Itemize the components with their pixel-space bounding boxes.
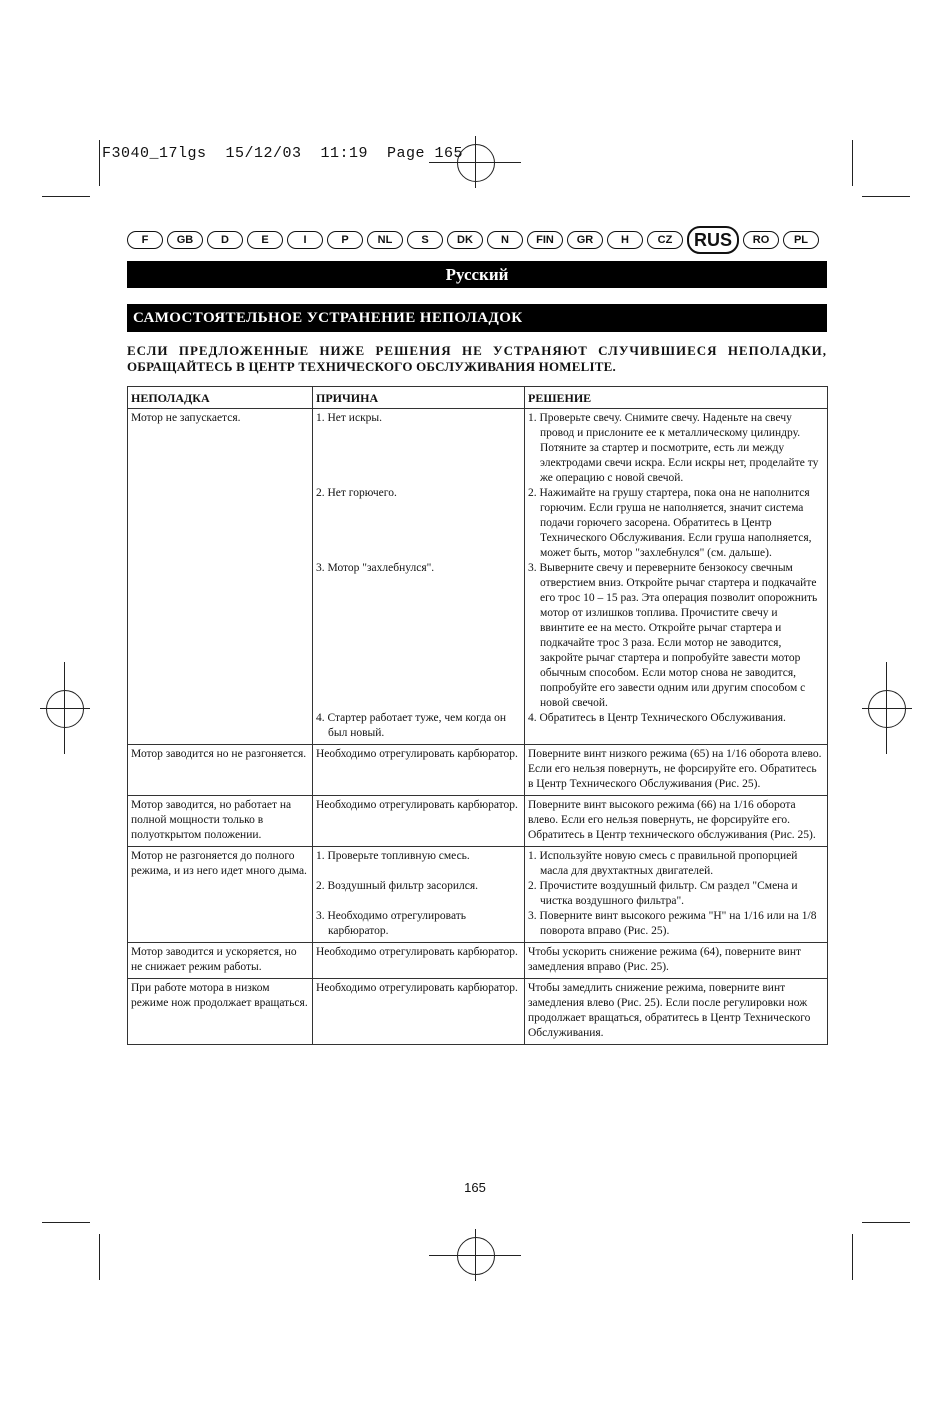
cause-item: 1. Проверьте топливную смесь. (316, 850, 470, 862)
table-row (128, 745, 828, 796)
language-tab-f[interactable]: F (127, 231, 163, 249)
cause-cell (313, 745, 525, 796)
cause-item: Необходимо отрегулировать карбюратор. (316, 748, 518, 760)
cause-item: Необходимо отрегулировать карбюратор. (316, 946, 518, 958)
table-row (128, 979, 828, 1045)
problem-cell: Мотор не запускается. (128, 409, 313, 745)
solution-item: 1. Проверьте свечу. Снимите свечу. Наденьте на свечу провод и прислоните ее к металлическому цилиндру. Потяните за стартер и посмотрите, есть ли между электродами свечи искра. Если искры нет, проделайте ту же операцию с новой свечой. (528, 412, 819, 484)
language-tabs (127, 226, 827, 254)
cause-item: 4. Стартер работает туже, чем когда он был новый. (316, 712, 507, 739)
crop-mark (862, 196, 910, 197)
crop-mark (99, 1234, 100, 1280)
cause-item: 3. Необходимо отрегулировать карбюратор. (316, 910, 467, 937)
language-tab-pl[interactable]: PL (783, 231, 819, 249)
registration-mark-icon (868, 690, 906, 728)
language-tab-gr[interactable]: GR (567, 231, 603, 249)
cause-cell (313, 409, 525, 745)
intro-notice (127, 343, 827, 375)
crop-mark (852, 140, 853, 186)
problem-cell: Мотор заводится но не разгоняется. (128, 745, 313, 796)
problem-cell: При работе мотора в низком режиме нож продолжает вращаться. (128, 979, 313, 1045)
registration-mark-icon (64, 662, 65, 754)
solution-item: Поверните винт низкого режима (65) на 1/16 оборота влево. Если его нельзя повернуть, не форсируйте его. Обратитесь в Центр Технического Обслуживания (Рис. 25). (528, 748, 822, 790)
language-tab-e[interactable]: E (247, 231, 283, 249)
crop-mark (42, 1222, 90, 1223)
language-tab-d[interactable]: D (207, 231, 243, 249)
cause-cell (313, 979, 525, 1045)
registration-mark-icon (862, 708, 912, 709)
solution-cell (525, 943, 828, 979)
problem-cell: Мотор не разгоняется до полного режима, и из него идет много дыма. (128, 847, 313, 943)
language-title: Русский (127, 261, 827, 288)
intro-line-2: ОБРАЩАЙТЕСЬ В ЦЕНТР ТЕХНИЧЕСКОГО ОБСЛУЖИВАНИЯ HOMELITE. (127, 359, 616, 374)
problem-cell: Мотор заводится, но работает на полной мощности только в полуоткрытом положении. (128, 796, 313, 847)
language-tab-rus[interactable]: RUS (687, 226, 739, 254)
cause-item: 2. Воздушный фильтр засорился. (316, 880, 478, 892)
solution-item: 4. Обратитесь в Центр Технического Обслуживания. (528, 712, 786, 724)
solution-item: Чтобы замедлить снижение режима, поверните винт замедления влево (Рис. 25). Если после регулировки нож продолжает вращаться, обратитесь в Центр Технического Обслуживания. (528, 982, 811, 1039)
language-tab-h[interactable]: H (607, 231, 643, 249)
solution-item: Поверните винт высокого режима (66) на 1/16 оборота влево. Если его нельзя повернуть, не форсируйте его. Обратитесь в Центр технического обслуживания (Рис. 25). (528, 799, 816, 841)
language-tab-gb[interactable]: GB (167, 231, 203, 249)
registration-mark-icon (475, 1229, 476, 1281)
solution-item: 1. Используйте новую смесь с правильной пропорцией масла для двухтактных двигателей. (528, 850, 798, 877)
solution-cell (525, 979, 828, 1045)
registration-mark-icon (886, 662, 887, 754)
column-header-cause: ПРИЧИНА (313, 387, 525, 409)
language-tab-nl[interactable]: NL (367, 231, 403, 249)
cause-cell (313, 847, 525, 943)
registration-mark-icon (40, 708, 90, 709)
column-header-solution: РЕШЕНИЕ (525, 387, 828, 409)
cause-cell (313, 943, 525, 979)
solution-item: 2. Прочистите воздушный фильтр. См раздел "Смена и чистка воздушного фильтра". (528, 880, 798, 907)
section-title: САМОСТОЯТЕЛЬНОЕ УСТРАНЕНИЕ НЕПОЛАДОК (127, 304, 827, 332)
table-row (128, 796, 828, 847)
language-tab-i[interactable]: I (287, 231, 323, 249)
crop-mark (862, 1222, 910, 1223)
language-tab-p[interactable]: P (327, 231, 363, 249)
registration-mark-icon (457, 1237, 495, 1275)
solution-cell (525, 409, 828, 745)
table-row (128, 943, 828, 979)
problem-cell: Мотор заводится и ускоряется, но не снижает режим работы. (128, 943, 313, 979)
table-row (128, 847, 828, 943)
solution-item: 2. Нажимайте на грушу стартера, пока она не наполнится горючим. Если груша не наполняется, значит система подачи горючего засорена. Обратитесь в Центр Технического Обслуживания. Если груша наполняется, может быть, мотор "захлебнулся" (см. дальше). (528, 487, 812, 559)
column-header-problem: НЕПОЛАДКА (128, 387, 313, 409)
language-tab-n[interactable]: N (487, 231, 523, 249)
table-row (128, 409, 828, 745)
language-tab-fin[interactable]: FIN (527, 231, 563, 249)
cause-item: Необходимо отрегулировать карбюратор. (316, 799, 518, 811)
crop-mark (42, 196, 90, 197)
troubleshooting-table (127, 386, 828, 1045)
cause-item: 2. Нет горючего. (316, 487, 397, 499)
solution-item: 3. Выверните свечу и переверните бензокосу свечным отверстием вниз. Откройте рычаг стартера и подкачайте его трос 10 – 15 раз. Эта операция позволит опорожнить мотор от излишков топлива. Прочистите свечу и ввинтите ее на место. Откройте рычаг стартера и подкачайте трос 3 раза. Если мотор не заводится, закройте рычаг стартера и попробуйте завести мотор обычным способом. Если мотор снова не заводится, попробуйте его завести одним или другим способом с новой свечой. (528, 562, 818, 709)
registration-mark-icon (457, 144, 495, 182)
cause-item: 1. Нет искры. (316, 412, 383, 424)
solution-cell (525, 796, 828, 847)
cause-item: 3. Мотор "захлебнулся". (316, 562, 435, 574)
language-tab-dk[interactable]: DK (447, 231, 483, 249)
table-header-row (128, 387, 828, 409)
print-slug: F3040_17lgs 15/12/03 11:19 Page 165 (102, 145, 464, 162)
page-number: 165 (464, 1180, 486, 1195)
intro-line-1: ЕСЛИ ПРЕДЛОЖЕННЫЕ НИЖЕ РЕШЕНИЯ НЕ УСТРАНЯЮТ СЛУЧИВШИЕСЯ НЕПОЛАДКИ, (127, 343, 827, 358)
cause-cell (313, 796, 525, 847)
crop-mark (852, 1234, 853, 1280)
language-tab-ro[interactable]: RO (743, 231, 779, 249)
language-tab-s[interactable]: S (407, 231, 443, 249)
solution-item: 3. Поверните винт высокого режима "H" на 1/16 или на 1/8 поворота вправо (Рис. 25). (528, 910, 817, 937)
language-tab-cz[interactable]: CZ (647, 231, 683, 249)
registration-mark-icon (475, 136, 476, 188)
cause-item: Необходимо отрегулировать карбюратор. (316, 982, 518, 994)
solution-cell (525, 847, 828, 943)
solution-item: Чтобы ускорить снижение режима (64), поверните винт замедления вправо (Рис. 25). (528, 946, 802, 973)
solution-cell (525, 745, 828, 796)
registration-mark-icon (46, 690, 84, 728)
crop-mark (99, 140, 100, 186)
